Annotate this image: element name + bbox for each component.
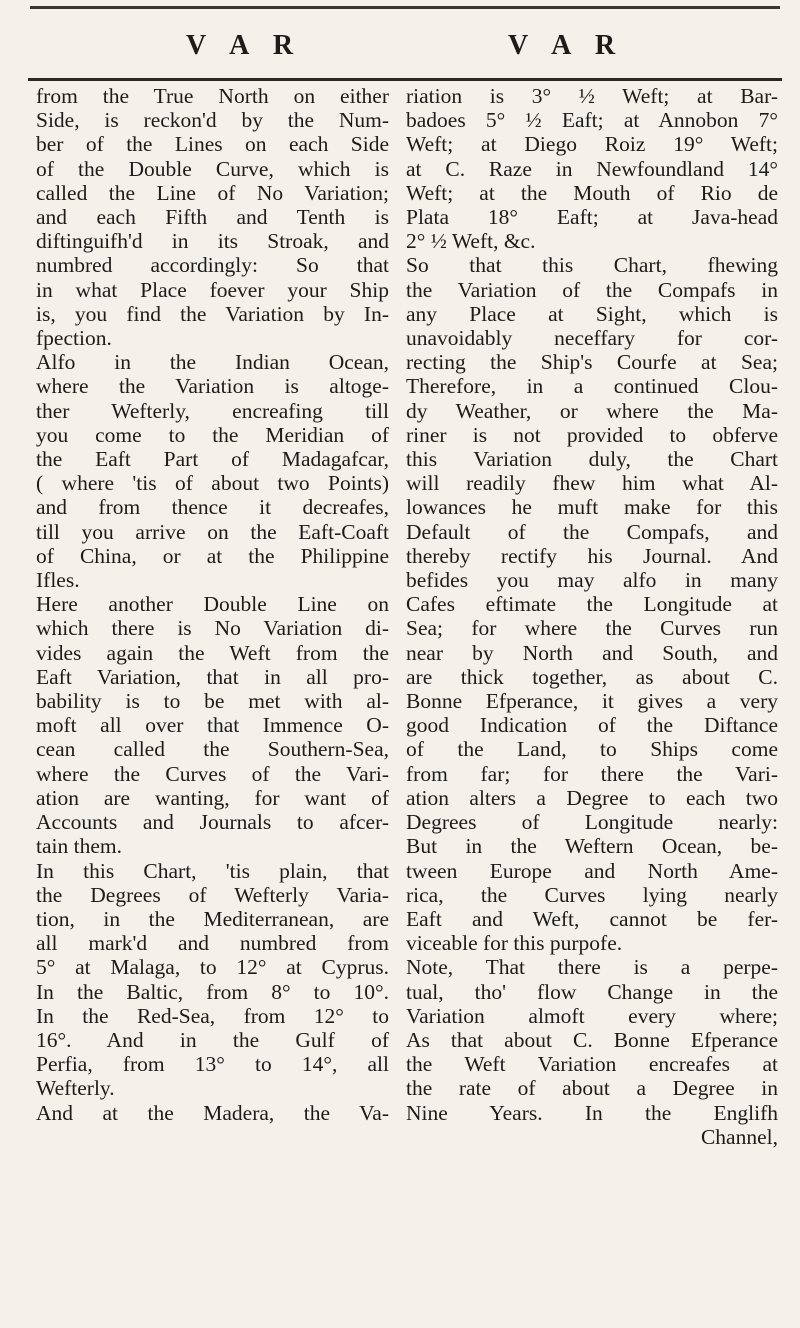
text-line: will readily fhew him what Al- bbox=[406, 471, 778, 496]
text-line: till you arrive on the Eaft-Coaft bbox=[36, 519, 389, 544]
text-line: the rate of about a Degree in bbox=[406, 1076, 778, 1101]
text-line: are thick together, as about C. bbox=[406, 664, 778, 689]
text-line: cean called the Southern-Sea, bbox=[36, 737, 389, 762]
text-line: fpection. bbox=[36, 326, 112, 351]
text-line: Default of the Compafs, and bbox=[406, 519, 778, 544]
text-line: But in the Weftern Ocean, be- bbox=[406, 834, 778, 859]
text-line: tual, tho' flow Change in the bbox=[406, 979, 778, 1004]
text-line: Here another Double Line on bbox=[36, 592, 389, 617]
text-line: called the Line of No Variation; bbox=[36, 180, 389, 205]
text-line: near by North and South, and bbox=[406, 640, 778, 665]
text-line: where the Curves of the Vari- bbox=[36, 761, 389, 786]
text-line: of the Double Curve, which is bbox=[36, 156, 389, 181]
text-line: is, you find the Variation by In- bbox=[36, 301, 389, 326]
text-line: tion, in the Mediterranean, are bbox=[36, 906, 389, 931]
text-line: Weft; at Diego Roiz 19° Weft; bbox=[406, 132, 778, 157]
text-line: Bonne Efperance, it gives a very bbox=[406, 689, 778, 714]
text-line: Eaft and Weft, cannot be fer- bbox=[406, 906, 778, 931]
text-line: you come to the Meridian of bbox=[36, 422, 389, 447]
text-line: the Variation of the Compafs in bbox=[406, 277, 778, 302]
text-line: Perfia, from 13° to 14°, all bbox=[36, 1052, 389, 1077]
text-line: Side, is reckon'd by the Num- bbox=[36, 108, 389, 133]
text-line: Ifles. bbox=[36, 568, 80, 593]
text-line: Cafes eftimate the Longitude at bbox=[406, 592, 778, 617]
text-line: thereby rectify his Journal. And bbox=[406, 543, 778, 568]
text-line: vides again the Weft from the bbox=[36, 640, 389, 665]
text-line: riner is not provided to obferve bbox=[406, 422, 778, 447]
text-line: ( where 'tis of about two Points) bbox=[36, 471, 389, 496]
text-line: dy Weather, or where the Ma- bbox=[406, 398, 778, 423]
text-line: viceable for this purpofe. bbox=[406, 931, 623, 956]
text-line: Plata 18° Eaft; at Java-head bbox=[406, 205, 778, 230]
text-line: and each Fifth and Tenth is bbox=[36, 205, 389, 230]
text-line: In the Baltic, from 8° to 10°. bbox=[36, 979, 389, 1004]
text-line: As that about C. Bonne Efperance bbox=[406, 1027, 778, 1052]
text-line: Degrees of Longitude nearly: bbox=[406, 810, 778, 835]
header-left: V A R bbox=[186, 30, 303, 61]
text-line: Nine Years. In the Englifh bbox=[406, 1100, 778, 1125]
text-line: the Degrees of Wefterly Varia- bbox=[36, 882, 389, 907]
text-line: Channel, bbox=[700, 1124, 778, 1149]
left-text-column bbox=[36, 84, 389, 1125]
header-right: V A R bbox=[508, 30, 625, 61]
text-line: moft all over that Immence O- bbox=[36, 713, 389, 738]
text-line: Accounts and Journals to afcer- bbox=[36, 810, 389, 835]
text-line: ation alters a Degree to each two bbox=[406, 785, 778, 810]
text-line: good Indication of the Diftance bbox=[406, 713, 778, 738]
text-line: bability is to be met with al- bbox=[36, 689, 389, 714]
text-line: 5° at Malaga, to 12° at Cyprus. bbox=[36, 955, 389, 980]
text-line: Eaft Variation, that in all pro- bbox=[36, 664, 389, 689]
text-line: of the Land, to Ships come bbox=[406, 737, 778, 762]
text-line: unavoidably neceffary for cor- bbox=[406, 326, 778, 351]
top-edge-rule bbox=[30, 6, 780, 9]
text-line: 16°. And in the Gulf of bbox=[36, 1027, 389, 1052]
text-line: tween Europe and North Ame- bbox=[406, 858, 778, 883]
text-line: rica, the Curves lying nearly bbox=[406, 882, 778, 907]
text-line: the Eaft Part of Madagafcar, bbox=[36, 447, 389, 472]
text-line: recting the Ship's Courfe at Sea; bbox=[406, 350, 778, 375]
text-line: tain them. bbox=[36, 834, 122, 859]
text-line: from far; for there the Vari- bbox=[406, 761, 778, 786]
header-rule bbox=[28, 78, 782, 81]
text-line: riation is 3° ½ Weft; at Bar- bbox=[406, 84, 778, 108]
text-line: Variation almoft every where; bbox=[406, 1003, 778, 1028]
text-line: Weft; at the Mouth of Rio de bbox=[406, 180, 778, 205]
text-line: So that this Chart, fhewing bbox=[406, 253, 778, 278]
text-line: numbred accordingly: So that bbox=[36, 253, 389, 278]
text-line: where the Variation is altoge- bbox=[36, 374, 389, 399]
text-line: Sea; for where the Curves run bbox=[406, 616, 778, 641]
text-line: ation are wanting, for want of bbox=[36, 785, 389, 810]
text-line: befides you may alfo in many bbox=[406, 568, 778, 593]
text-line: Alfo in the Indian Ocean, bbox=[36, 350, 389, 375]
running-header bbox=[0, 30, 800, 70]
text-line: and from thence it decreafes, bbox=[36, 495, 389, 520]
text-line: And at the Madera, the Va- bbox=[36, 1100, 389, 1125]
right-text-column bbox=[406, 84, 778, 1149]
text-line: 2° ½ Weft, &c. bbox=[406, 229, 536, 254]
text-line: Note, That there is a perpe- bbox=[406, 955, 778, 980]
text-line: Therefore, in a continued Clou- bbox=[406, 374, 778, 399]
text-line: from the True North on either bbox=[36, 84, 389, 108]
text-line: badoes 5° ½ Eaft; at Annobon 7° bbox=[406, 108, 778, 133]
text-line: the Weft Variation encreafes at bbox=[406, 1052, 778, 1077]
text-line: of China, or at the Philippine bbox=[36, 543, 389, 568]
text-line: Wefterly. bbox=[36, 1076, 115, 1101]
text-line: in what Place foever your Ship bbox=[36, 277, 389, 302]
text-line: any Place at Sight, which is bbox=[406, 301, 778, 326]
text-line: which there is No Variation di- bbox=[36, 616, 389, 641]
text-line: diftinguifh'd in its Stroak, and bbox=[36, 229, 389, 254]
text-line: ber of the Lines on each Side bbox=[36, 132, 389, 157]
text-line: all mark'd and numbred from bbox=[36, 931, 389, 956]
text-line: In this Chart, 'tis plain, that bbox=[36, 858, 389, 883]
text-line: In the Red-Sea, from 12° to bbox=[36, 1003, 389, 1028]
text-line: ther Wefterly, encreafing till bbox=[36, 398, 389, 423]
text-line: at C. Raze in Newfoundland 14° bbox=[406, 156, 778, 181]
text-line: lowances he muft make for this bbox=[406, 495, 778, 520]
text-line: this Variation duly, the Chart bbox=[406, 447, 778, 472]
